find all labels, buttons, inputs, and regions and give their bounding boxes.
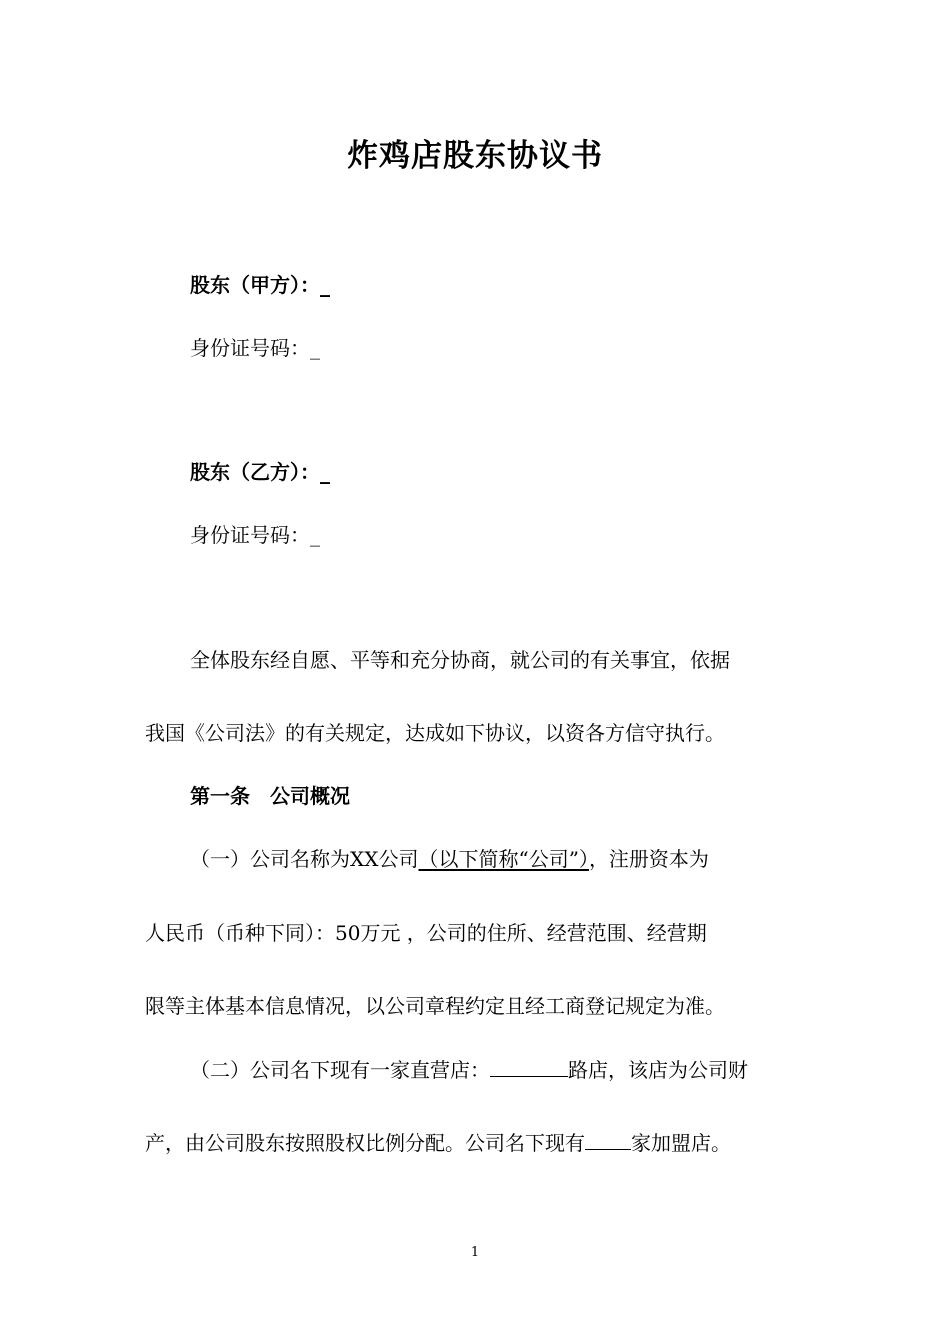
clause-2-line-2 [145, 1128, 810, 1158]
intro-line-2: 我国《公司法》的有关规定，达成如下协议，以资各方信守执行。 [145, 721, 725, 745]
franchise-count-blank [585, 1129, 631, 1150]
clause-2-text-a: （二）公司名下现有一家直营店： [190, 1058, 490, 1082]
clause-1-line-2: 人民币（币种下同）：50万元 ，公司的住所、经营范围、经营期 [145, 921, 707, 945]
document-title: 炸鸡店股东协议书 [347, 138, 603, 174]
clause-1-line-1 [190, 844, 810, 874]
party-a-label: 股东（甲方）：_ [190, 273, 330, 297]
page-number: 1 [470, 1245, 480, 1260]
intro-line-1: 全体股东经自愿、平等和充分协商，就公司的有关事宜，依据 [190, 648, 730, 672]
party-a-id-label: 身份证号码：_ [190, 336, 320, 360]
clause-1-text-a: （一）公司名称为XX公司 [190, 847, 419, 871]
store-road-blank [490, 1056, 568, 1077]
party-b-label: 股东（乙方）：_ [190, 460, 330, 484]
clause-1-underlined-text: （以下简称“公司”） [418, 847, 589, 871]
clause-2-line-1 [190, 1055, 810, 1085]
clause-1-line-3: 限等主体基本信息情况，以公司章程约定且经工商登记规定为准。 [145, 994, 725, 1018]
article-1-heading: 第一条 公司概况 [190, 784, 350, 808]
clause-2-text-c: 产，由公司股东按照股权比例分配。公司名下现有 [145, 1131, 585, 1155]
clause-2-text-d: 家加盟店。 [631, 1131, 731, 1155]
clause-1-text-b: ，注册资本为 [588, 847, 709, 871]
party-b-id-label: 身份证号码：_ [190, 523, 320, 547]
clause-2-text-b: 路店，该店为公司财 [568, 1058, 748, 1082]
